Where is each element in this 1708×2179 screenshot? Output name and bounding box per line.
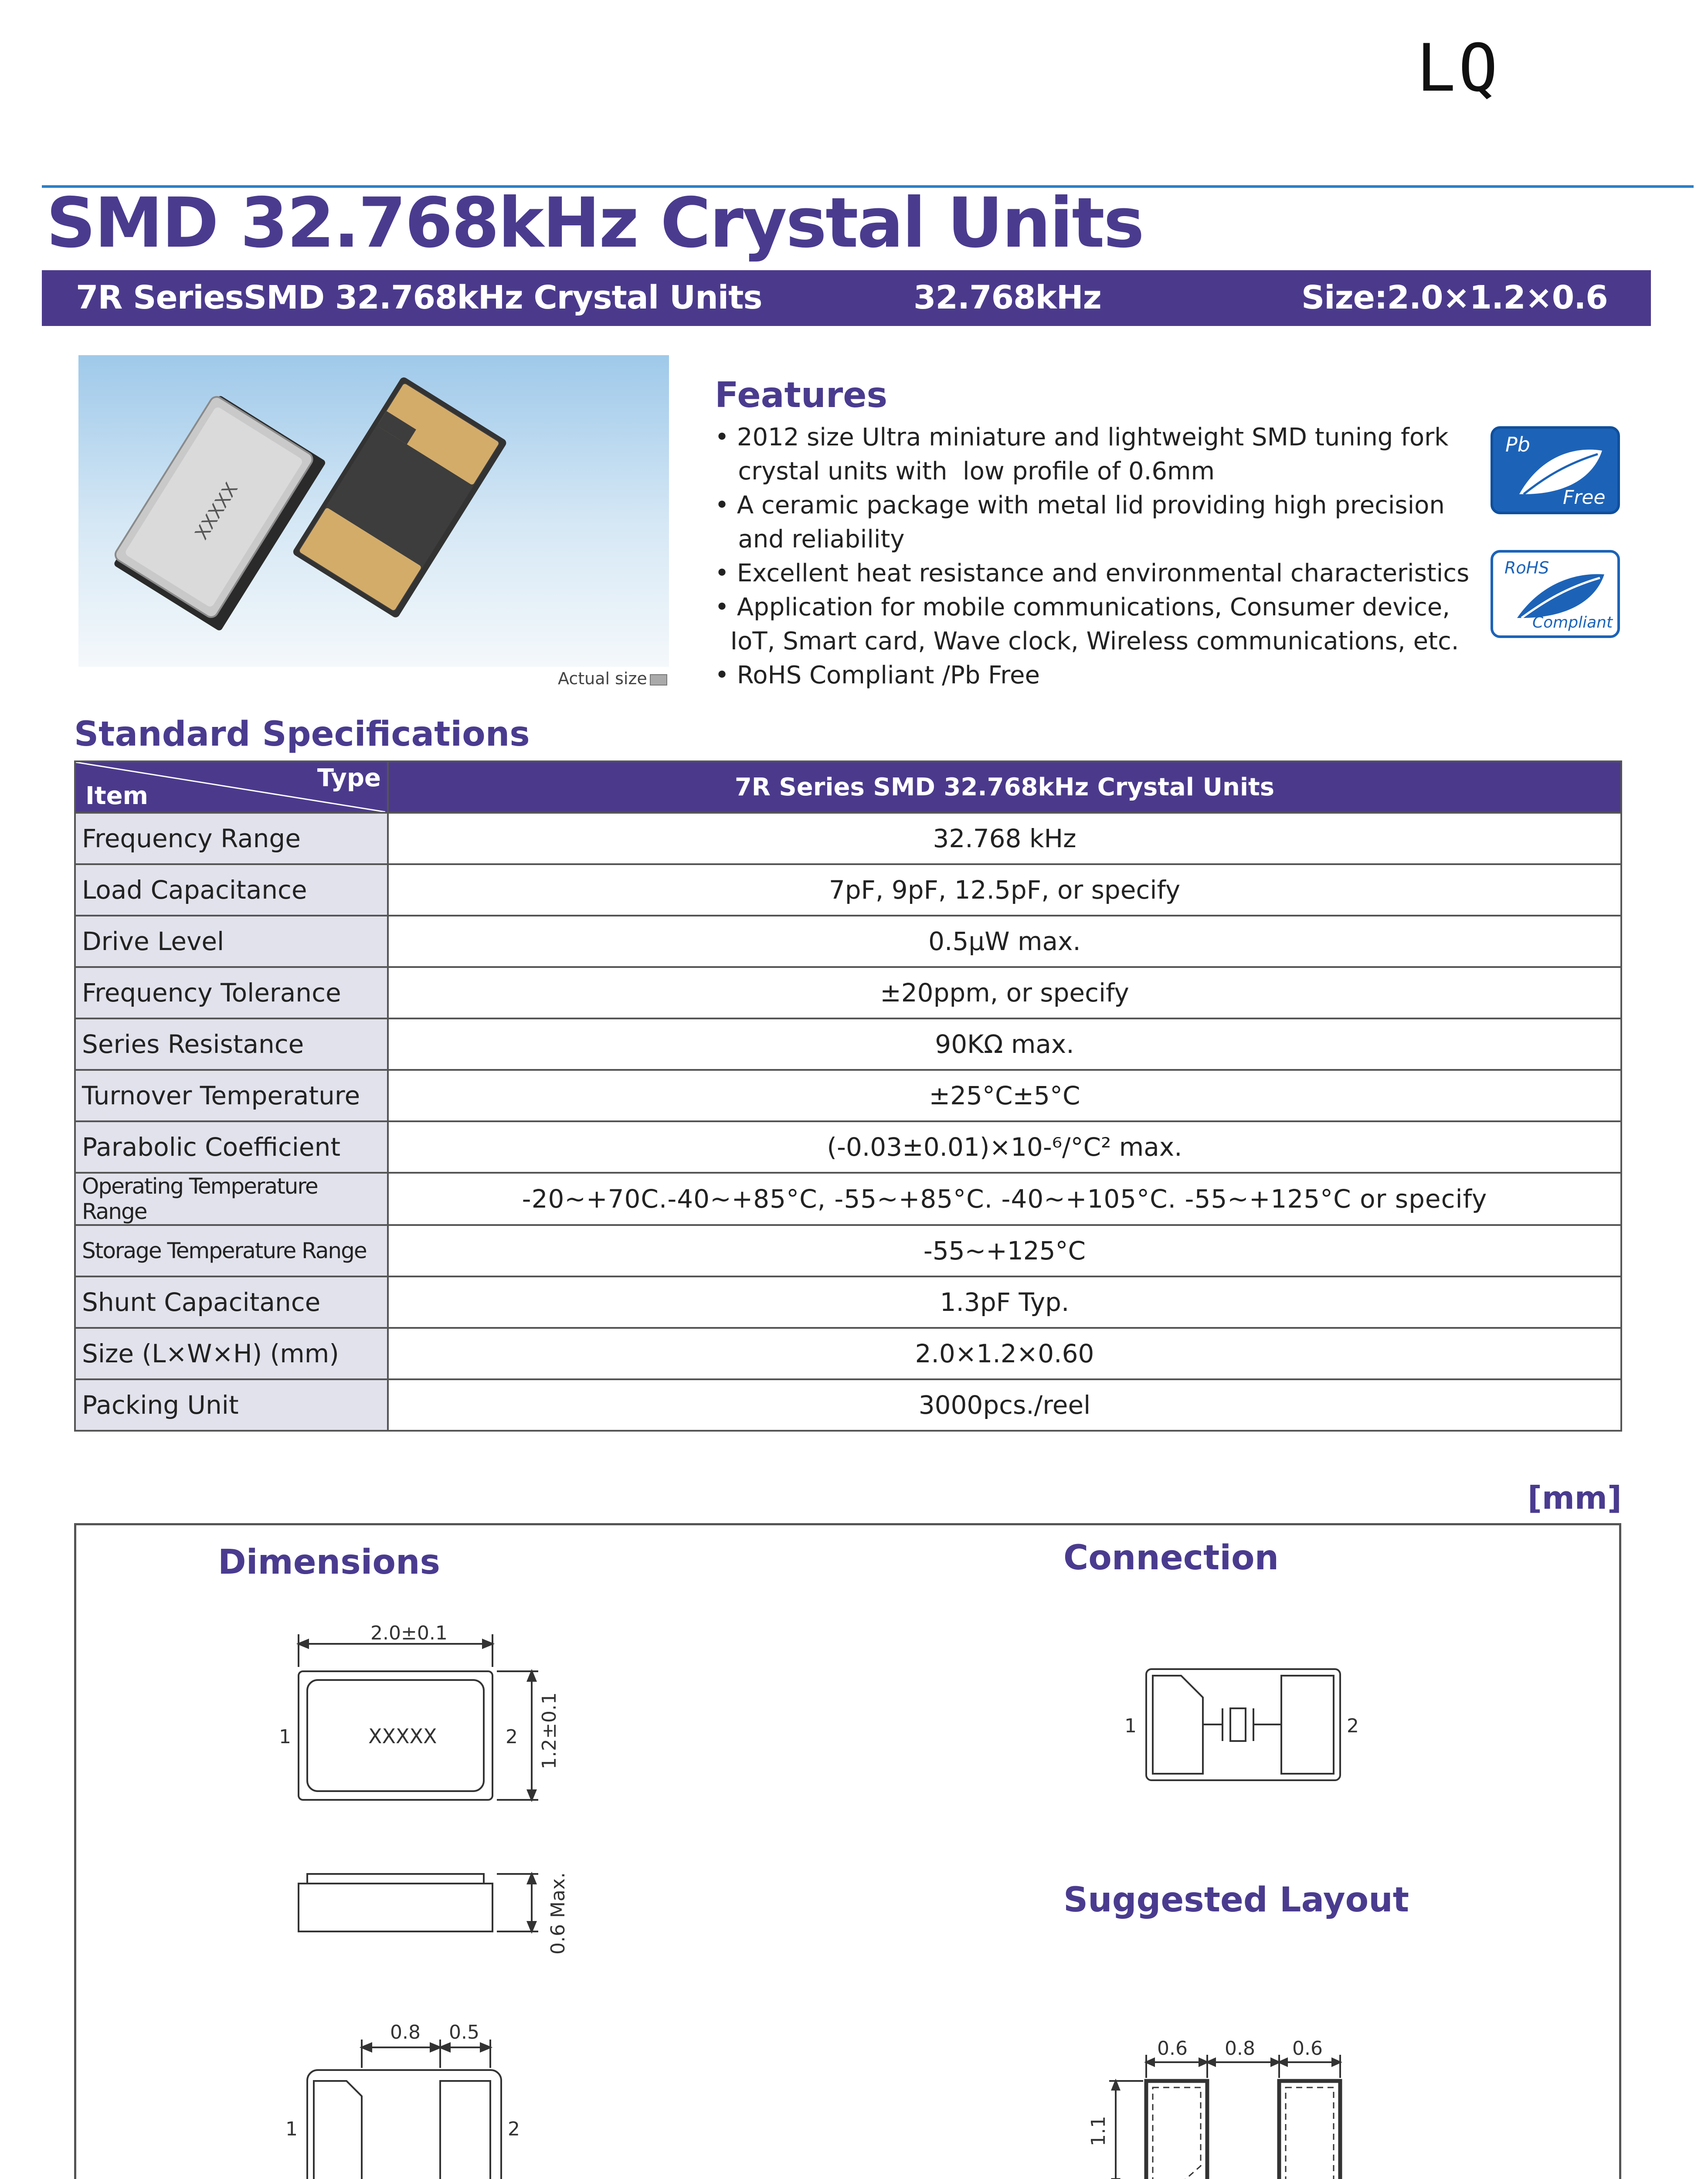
connection-pin1-label: 1 <box>1124 1715 1137 1737</box>
layout-w3-label: 0.6 <box>1292 2037 1323 2060</box>
features-item: • RoHS Compliant /Pb Free <box>715 661 1040 689</box>
side-view-lid <box>307 1874 484 1884</box>
specs-title: Standard Specifications <box>74 715 530 754</box>
spec-item: Packing Unit <box>75 1379 388 1431</box>
spec-item: Frequency Tolerance <box>75 967 388 1018</box>
features-item: • 2012 size Ultra miniature and lightweight SMD tuning fork <box>715 423 1449 451</box>
table-row <box>75 1070 1621 1121</box>
spec-item: Frequency Range <box>75 813 388 864</box>
free-label: Free <box>1563 486 1606 509</box>
table-row <box>75 1121 1621 1173</box>
features-title: Features <box>715 375 888 415</box>
spec-value: 90KΩ max. <box>388 1018 1621 1070</box>
pb-free-badge <box>1491 426 1620 514</box>
spec-item: Storage Temperature Range <box>75 1225 388 1276</box>
spec-value: 3000pcs./reel <box>388 1379 1621 1431</box>
spec-item: Turnover Temperature <box>75 1070 388 1121</box>
unit-label: [mm] <box>1528 1480 1622 1516</box>
layout-w1-label: 0.6 <box>1157 2037 1188 2060</box>
crystal-symbol-icon <box>1230 1708 1246 1741</box>
top-pin2-label: 2 <box>506 1726 518 1748</box>
features-item: • Excellent heat resistance and environmental characteristics <box>715 559 1470 587</box>
spec-value: 1.3pF Typ. <box>388 1276 1621 1328</box>
spec-value: 0.5μW max. <box>388 916 1621 967</box>
actual-size-caption <box>558 669 667 688</box>
table-row <box>75 1173 1621 1225</box>
table-row <box>75 813 1621 864</box>
top-pin1-label: 1 <box>279 1726 291 1748</box>
connection-pin2-label: 2 <box>1347 1715 1359 1737</box>
spec-value: -55~+125°C <box>388 1225 1621 1276</box>
spec-corner-cell <box>75 761 388 813</box>
layout-h-label: 1.1 <box>1087 2116 1110 2146</box>
dim-pad-width-label: 0.5 <box>449 2021 479 2043</box>
dim-width-label: 2.0±0.1 <box>370 1622 448 1644</box>
table-row <box>75 1225 1621 1276</box>
dim-height-label: 1.2±0.1 <box>538 1692 560 1769</box>
suggested-layout-title: Suggested Layout <box>1063 1880 1409 1920</box>
corner-item-label: Item <box>85 782 148 810</box>
bottom-pin1-label: 1 <box>285 2118 298 2140</box>
dim-pad-gap-label: 0.8 <box>390 2021 421 2043</box>
connection-pad-1 <box>1153 1676 1203 1774</box>
spec-item: Size (L×W×H) (mm) <box>75 1328 388 1379</box>
photo-marking: XXXXX <box>190 479 242 543</box>
features-item: and reliability <box>715 525 905 553</box>
features-item: crystal units with low profile of 0.6mm <box>715 457 1215 485</box>
spec-value: 7pF, 9pF, 12.5pF, or specify <box>388 864 1621 916</box>
spec-value: (-0.03±0.01)×10-⁶/°C² max. <box>388 1121 1621 1173</box>
spec-table <box>74 760 1622 1432</box>
dimensions-title: Dimensions <box>218 1543 440 1582</box>
dimension-drawings <box>76 1525 1619 2179</box>
connection-title: Connection <box>1063 1538 1279 1578</box>
table-row <box>75 916 1621 967</box>
table-row <box>75 1018 1621 1070</box>
features-item: • Application for mobile communications, Consumer device, <box>715 593 1450 621</box>
bottom-pad-2 <box>440 2081 490 2179</box>
spec-value: ±20ppm, or specify <box>388 967 1621 1018</box>
product-photo <box>78 355 669 667</box>
page-title: SMD 32.768kHz Crystal Units <box>46 183 1143 263</box>
actual-size-label: Actual size <box>558 669 647 688</box>
series-banner <box>42 270 1651 354</box>
pb-label: Pb <box>1505 433 1530 456</box>
banner-size: Size:2.0×1.2×0.6 mm <box>1301 279 1608 354</box>
spec-item: Parabolic Coefficient <box>75 1121 388 1173</box>
banner-frequency: 32.768kHz <box>913 279 1101 316</box>
spec-value: ±25°C±5°C <box>388 1070 1621 1121</box>
layout-w2-label: 0.8 <box>1225 2037 1255 2060</box>
banner-series: 7R SeriesSMD 32.768kHz Crystal Units <box>76 279 762 316</box>
bottom-pin2-label: 2 <box>508 2118 520 2140</box>
features-item: • A ceramic package with metal lid providing high precision <box>715 491 1445 519</box>
spec-value: 2.0×1.2×0.60 <box>388 1328 1621 1379</box>
spec-value: 32.768 kHz <box>388 813 1621 864</box>
table-row <box>75 967 1621 1018</box>
bottom-pad-1 <box>314 2081 362 2179</box>
actual-size-swatch <box>650 674 667 686</box>
drawings-panel <box>74 1523 1621 2179</box>
spec-item: Load Capacitance <box>75 864 388 916</box>
corner-type-label: Type <box>317 764 381 792</box>
spec-value: -20~+70C.-40~+85°C, -55~+85°C. -40~+105°C. -55~+125°C or specify <box>388 1173 1621 1225</box>
spec-item: Series Resistance <box>75 1018 388 1070</box>
spec-item: Drive Level <box>75 916 388 967</box>
connection-pad-2 <box>1281 1676 1334 1774</box>
rohs-badge <box>1491 550 1620 638</box>
spec-item: Operating Temperature Range <box>75 1173 388 1225</box>
bottom-view-outline <box>307 2070 501 2179</box>
table-row <box>75 864 1621 916</box>
connection-outline <box>1146 1669 1340 1780</box>
dim-thickness-label: 0.6 Max. <box>547 1872 569 1955</box>
brand-logo: LQ <box>1416 31 1501 106</box>
table-row <box>75 1276 1621 1328</box>
spec-item: Shunt Capacitance <box>75 1276 388 1328</box>
features-item: IoT, Smart card, Wave clock, Wireless communications, etc. <box>715 627 1459 655</box>
top-view-marking: XXXXX <box>368 1724 437 1748</box>
spec-column-header: 7R Series SMD 32.768kHz Crystal Units <box>388 761 1621 813</box>
table-row <box>75 1328 1621 1379</box>
rohs-label: RoHS <box>1504 558 1549 577</box>
side-view-body <box>299 1884 492 1931</box>
spec-header-row <box>75 761 1621 813</box>
layout-pad-1 <box>1146 2081 1207 2179</box>
table-row <box>75 1379 1621 1431</box>
layout-pad-2 <box>1279 2081 1340 2179</box>
features-list <box>715 421 1499 692</box>
compliant-label: Compliant <box>1532 614 1613 631</box>
